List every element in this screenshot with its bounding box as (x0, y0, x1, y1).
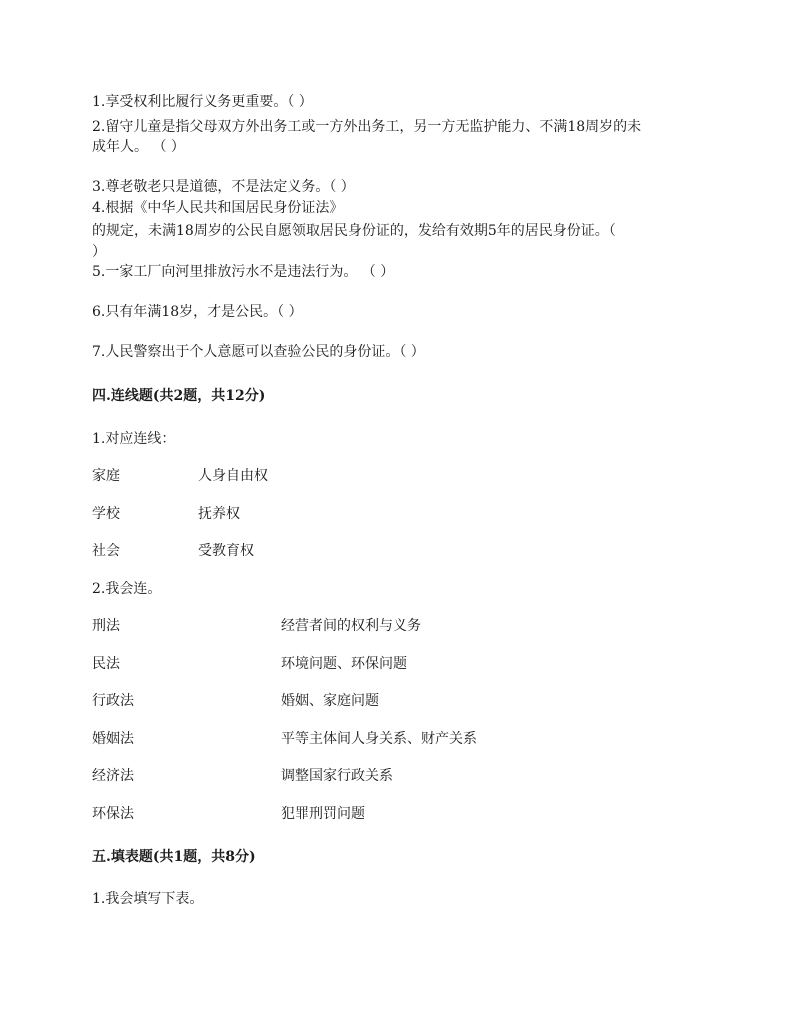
matching-q2-left-item: 经济法 (92, 768, 134, 784)
fill-table-q1: 1.我会填写下表。 (92, 891, 204, 907)
matching-q2-left-item: 刑法 (92, 618, 120, 634)
section4-title: 四.连线题(共2题，共12分) (92, 388, 266, 404)
matching-q1-right-item: 人身自由权 (198, 468, 268, 484)
matching-q1-left-item: 社会 (92, 543, 120, 559)
judgement-q2-line1: 2.留守儿童是指父母双方外出务工或一方外出务工，另一方无监护能力、不满18周岁的未 (92, 119, 642, 135)
matching-q2-prompt: 2.我会连。 (92, 581, 162, 597)
judgement-q3: 3.尊老敬老只是道德，不是法定义务。（ ） (92, 179, 355, 195)
matching-q1-right-item: 抚养权 (198, 506, 240, 522)
matching-q2-left-item: 行政法 (92, 693, 134, 709)
judgement-q4-line1: 4.根据《中华人民共和国居民身份证法》 (92, 200, 344, 216)
matching-q1-prompt: 1.对应连线： (92, 431, 176, 447)
matching-q1-left-item: 学校 (92, 506, 120, 522)
matching-q2-right-item: 经营者间的权利与义务 (281, 618, 421, 634)
matching-q2-left-item: 环保法 (92, 806, 134, 822)
judgement-q4-line3: ） (92, 244, 106, 260)
matching-q2-left-item: 民法 (92, 656, 120, 672)
matching-q1-right-item: 受教育权 (198, 543, 254, 559)
matching-q2-right-item: 平等主体间人身关系、财产关系 (281, 731, 477, 747)
judgement-q6: 6.只有年满18岁，才是公民。（ ） (92, 304, 303, 320)
matching-q2-right-item: 环境问题、环保问题 (281, 656, 407, 672)
matching-q2-right-item: 婚姻、家庭问题 (281, 693, 379, 709)
matching-q2-right-item: 调整国家行政关系 (281, 768, 393, 784)
judgement-q4-line2: 的规定，未满18周岁的公民自愿领取居民身份证的，发给有效期5年的居民身份证。（ (92, 223, 616, 239)
matching-q2-left-item: 婚姻法 (92, 731, 134, 747)
judgement-q1: 1.享受权利比履行义务更重要。（ ） (92, 94, 313, 110)
judgement-q2-line2: 成年人。 （ ） (92, 139, 185, 155)
matching-q2-right-item: 犯罪刑罚问题 (281, 806, 365, 822)
matching-q1-left-item: 家庭 (92, 468, 120, 484)
judgement-q7: 7.人民警察出于个人意愿可以查验公民的身份证。（ ） (92, 344, 425, 360)
section5-title: 五.填表题(共1题，共8分) (92, 849, 256, 865)
judgement-q5: 5.一家工厂向河里排放污水不是违法行为。 （ ） (92, 264, 395, 280)
